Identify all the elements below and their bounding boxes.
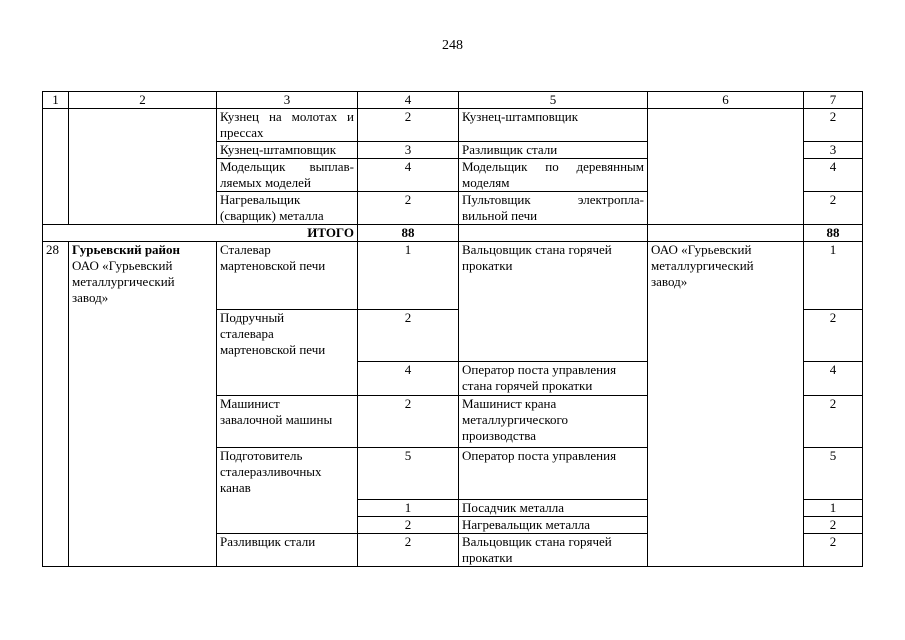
column-number-row (43, 92, 863, 109)
count-cell: 2 (358, 517, 459, 534)
employment-table (42, 91, 863, 567)
total-cell: 2 (804, 310, 863, 362)
target-line: вильной печи (462, 208, 538, 223)
count-cell: 3 (358, 142, 459, 159)
total-cell: 1 (804, 500, 863, 517)
count-cell: 2 (358, 310, 459, 362)
org-cell (648, 109, 804, 225)
profession-line: канав (220, 480, 251, 495)
profession-line: Подготовитель (220, 448, 303, 463)
org-line: металлургический (651, 258, 754, 273)
profession-cell (217, 242, 358, 310)
column-number: 6 (648, 92, 804, 109)
org-line: завод» (651, 274, 688, 289)
count-cell: 4 (358, 159, 459, 192)
target-profession-cell: Посадчик металла (459, 500, 648, 517)
profession-line: мартеновской печи (220, 342, 326, 357)
itogo-total: 88 (804, 225, 863, 242)
target-line: Оператор поста управления (462, 362, 617, 377)
count-cell: 1 (358, 242, 459, 310)
target-line: металлургического (462, 412, 569, 427)
column-number: 2 (69, 92, 217, 109)
total-cell: 1 (804, 242, 863, 310)
count-cell: 2 (358, 396, 459, 448)
district-name: Гурьевский район (72, 242, 181, 257)
count-cell: 4 (358, 362, 459, 396)
profession-cell (217, 159, 358, 192)
table-row (43, 242, 863, 310)
total-cell: 5 (804, 448, 863, 500)
profession-line: (сварщик) металла (220, 208, 324, 223)
profession-line: Подручный (220, 310, 285, 325)
target-profession-cell (459, 362, 648, 396)
page-number: 248 (442, 38, 463, 53)
count-cell: 5 (358, 448, 459, 500)
target-line: стана горячей прокатки (462, 378, 593, 393)
target-line: Пультовщик электропла- (462, 192, 644, 207)
profession-line: сталеразливочных (220, 464, 322, 479)
target-profession-cell (459, 534, 648, 567)
target-profession-cell (459, 192, 648, 225)
profession-cell (217, 192, 358, 225)
target-profession-cell (459, 159, 648, 192)
profession-cell (217, 310, 358, 396)
count-cell: 2 (358, 534, 459, 567)
district-cell (69, 109, 217, 225)
table-row (43, 109, 863, 142)
profession-cell: Кузнец-штамповщик (217, 142, 358, 159)
target-line: моделям (462, 175, 510, 190)
employer-line: металлургический (72, 274, 175, 289)
org-line: ОАО «Гурьевский (651, 242, 752, 257)
total-row (43, 225, 863, 242)
target-line: производства (462, 428, 537, 443)
total-cell: 2 (804, 109, 863, 142)
target-line: Модельщик по деревянным (462, 159, 644, 174)
target-line: прокатки (462, 258, 513, 273)
target-line: Машинист крана (462, 396, 557, 411)
empty-cell (648, 225, 804, 242)
profession-line: сталевара (220, 326, 274, 341)
count-cell: 1 (358, 500, 459, 517)
column-number: 3 (217, 92, 358, 109)
profession-line: прессах (220, 125, 264, 140)
section-number: 28 (43, 242, 69, 567)
profession-cell: Разливщик стали (217, 534, 358, 567)
employer-line: завод» (72, 290, 109, 305)
column-number: 1 (43, 92, 69, 109)
count-cell: 2 (358, 109, 459, 142)
profession-cell (217, 448, 358, 534)
profession-line: Нагревальщик (220, 192, 301, 207)
total-cell: 2 (804, 517, 863, 534)
profession-line: Машинист (220, 396, 280, 411)
target-profession-cell: Разливщик стали (459, 142, 648, 159)
itogo-count: 88 (358, 225, 459, 242)
target-profession-cell (459, 242, 648, 362)
target-line: прокатки (462, 550, 513, 565)
target-line: Вальцовщик стана горячей (462, 534, 612, 549)
column-number: 5 (459, 92, 648, 109)
target-profession-cell: Оператор поста управления (459, 448, 648, 500)
total-cell: 2 (804, 396, 863, 448)
target-profession-cell (459, 396, 648, 448)
column-number: 7 (804, 92, 863, 109)
target-profession-cell: Нагревальщик металла (459, 517, 648, 534)
profession-line: мартеновской печи (220, 258, 326, 273)
profession-cell (217, 396, 358, 448)
profession-cell (217, 109, 358, 142)
number-cell (43, 109, 69, 225)
count-cell: 2 (358, 192, 459, 225)
district-cell (69, 242, 217, 567)
column-number: 4 (358, 92, 459, 109)
total-cell: 4 (804, 362, 863, 396)
org-cell (648, 242, 804, 567)
total-cell: 4 (804, 159, 863, 192)
target-profession-cell: Кузнец-штамповщик (459, 109, 648, 142)
empty-cell (459, 225, 648, 242)
total-cell: 3 (804, 142, 863, 159)
target-line: Вальцовщик стана горячей (462, 242, 612, 257)
profession-line: Сталевар (220, 242, 271, 257)
profession-line: завалочной машины (220, 412, 333, 427)
employer-line: ОАО «Гурьевский (72, 258, 173, 273)
profession-line: ляемых моделей (220, 175, 311, 190)
itogo-label: ИТОГО (43, 225, 358, 242)
profession-line: Модельщик выплав- (220, 159, 354, 174)
total-cell: 2 (804, 192, 863, 225)
total-cell: 2 (804, 534, 863, 567)
profession-line: Кузнец на молотах и (220, 109, 354, 124)
